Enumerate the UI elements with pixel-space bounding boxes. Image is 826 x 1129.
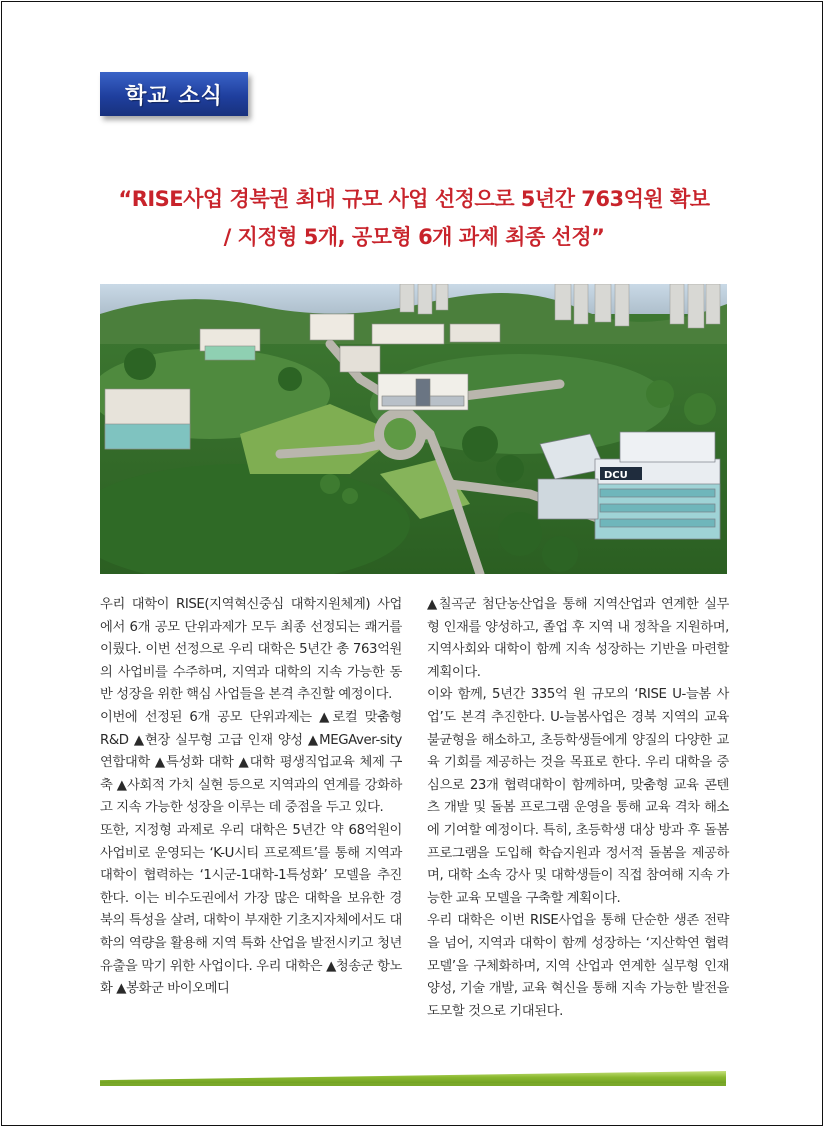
section-tag (100, 72, 248, 116)
body-paragraph: 또한, 지정형 과제로 우리 대학은 5년간 약 68억원이 사업비로 운영되는 ‘K-U시티 프로젝트’를 통해 지역과 대학이 협력하는 ‘1시군-1대학-1특성화’ 모델을 추진한다. 이는 비수도권에서 가장 많은 대학을 보유한 경북의 특성을 살려, 대학이 부재한 기초지자체에서도 대학의 역량을 활용해 지역 특화 산업을 발전시키고 청년 유출을 막기 위한 사업이다. 우리 대학은 ▲청송군 항노화 ▲봉화군 바이오메디 (100, 822, 402, 997)
section-tag-label: 학교 소식 (125, 83, 223, 109)
article-headline (100, 180, 728, 256)
body-paragraph: ▲칠곡군 첨단농산업을 통해 지역산업과 연계한 실무형 인재를 양성하고, 졸업 후 지역 내 정착을 지원하며, 지역사회와 대학이 함께 지속 성장하는 기반을 마련할 계획이다. (427, 597, 729, 680)
article-body-right-column (427, 594, 729, 1023)
body-paragraph: 이번에 선정된 6개 공모 단위과제는 ▲로컬 맞춤형 R&D ▲현장 실무형 고급 인재 양성 ▲MEGAver-sity 연합대학 ▲특성화 대학 ▲대학 평생직업교육 체제 구축 ▲사회적 가치 실현 등으로 지역과의 연계를 강화하고 지속 가능한 성장을 이루는 데 중점을 두고 있다. (100, 709, 402, 816)
body-paragraph: 이와 함께, 5년간 335억 원 규모의 ‘RISE U-늘봄 사업’도 본격 추진한다. U-늘봄사업은 경북 지역의 교육 불균형을 해소하고, 초등학생들에게 양질의 다양한 교육 기회를 제공하는 것을 목표로 한다. 우리 대학을 중심으로 23개 협력대학이 함께하며, 맞춤형 교육 콘텐츠 개발 및 돌봄 프로그램 운영을 통해 교육 격차 해소에 기여할 예정이다. 특히, 초등학생 대상 방과 후 돌봄 프로그램을 도입해 학습지원과 정서적 돌봄을 제공하며, 대학 소속 강사 및 대학생들이 직접 참여해 지속 가능한 교육 모델을 구축할 계획이다. (427, 687, 729, 906)
campus-aerial-photo (100, 284, 727, 574)
headline-line-1: “RISE사업 경북권 최대 규모 사업 선정으로 5년간 763억원 확보 (118, 187, 710, 211)
body-paragraph: 우리 대학은 이번 RISE사업을 통해 단순한 생존 전략을 넘어, 지역과 대학이 함께 성장하는 ‘지산학연 협력 모델’을 구체화하며, 지역 산업과 연계한 실무형 인재 양성, 기술 개발, 교육 혁신을 통해 지속 가능한 발전을 도모할 것으로 기대된다. (427, 913, 729, 1019)
body-paragraph: 우리 대학이 RISE(지역혁신중심 대학지원체계) 사업에서 6개 공모 단위과제가 모두 최종 선정되는 쾌거를 이뤘다. 이번 선정으로 우리 대학은 5년간 총 763억원의 사업비를 수주하며, 지역과 대학의 지속 가능한 동반 성장을 위한 핵심 사업들을 본격 추진할 예정이다. (100, 597, 402, 703)
footer-decoration-line (100, 1083, 726, 1086)
building-sign-text: DCU (604, 470, 628, 481)
headline-line-2: / 지정형 5개, 공모형 6개 과제 최종 선정” (223, 225, 605, 249)
article-body-left-column (100, 594, 402, 1001)
